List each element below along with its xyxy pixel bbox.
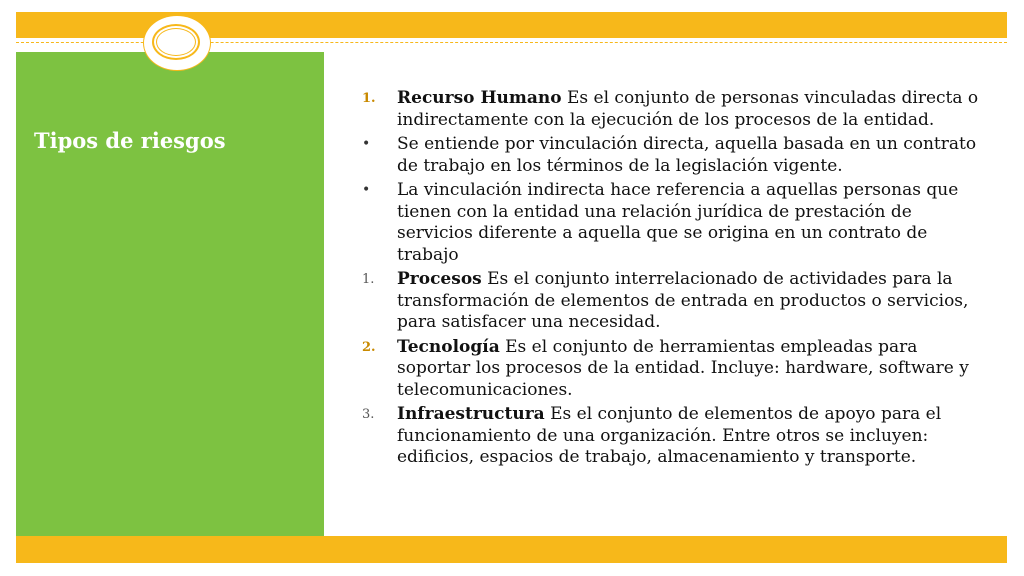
title-sidebar (16, 52, 324, 536)
list-item (352, 134, 992, 177)
list-marker: 2. (362, 339, 376, 355)
item-term: Recurso Humano (397, 88, 562, 108)
item-text: Se entiende por vinculación directa, aquella basada en un contrato de trabajo en los términos de la legislación vigente. (397, 134, 977, 176)
list-marker: 1. (362, 272, 375, 287)
list-item (352, 404, 992, 469)
bullet-icon: • (362, 182, 371, 198)
item-text: Es el conjunto de personas vinculadas directa o indirectamente con la ejecución de los procesos de la entidad. (397, 88, 979, 130)
list-item (352, 337, 992, 402)
list-item (352, 180, 992, 266)
item-term: Tecnología (397, 336, 500, 357)
item-text: Es el conjunto de herramientas empleadas para soportar los procesos de la entidad. Incluye: hardware, software y telecomunicaciones. (397, 336, 969, 400)
list-marker: 1. (362, 91, 376, 106)
item-text: La vinculación indirecta hace referencia a aquellas personas que tienen con la entidad una relación jurídica de prestación de servicios diferente a aquella que se origina en un contrato de trabajo (397, 180, 959, 265)
item-text: Es el conjunto de elementos de apoyo para el funcionamiento de una organización. Entre otros se incluyen: edificios, espacios de trabajo, almacenamiento y transporte. (397, 404, 942, 467)
slide-title: Tipos de riesgos (34, 128, 226, 153)
item-term: Procesos (397, 269, 482, 289)
list-item (352, 88, 992, 131)
bullet-icon: • (362, 136, 371, 152)
list-marker: 3. (362, 407, 375, 422)
bullet-list (352, 88, 992, 472)
list-item (352, 269, 992, 334)
item-term: Infraestructura (397, 404, 545, 424)
item-text: Es el conjunto interrelacionado de actividades para la transformación de elementos de entrada en productos o servicios, para satisfacer una necesidad. (397, 269, 969, 332)
emblem-inner-ring-icon (156, 28, 196, 56)
